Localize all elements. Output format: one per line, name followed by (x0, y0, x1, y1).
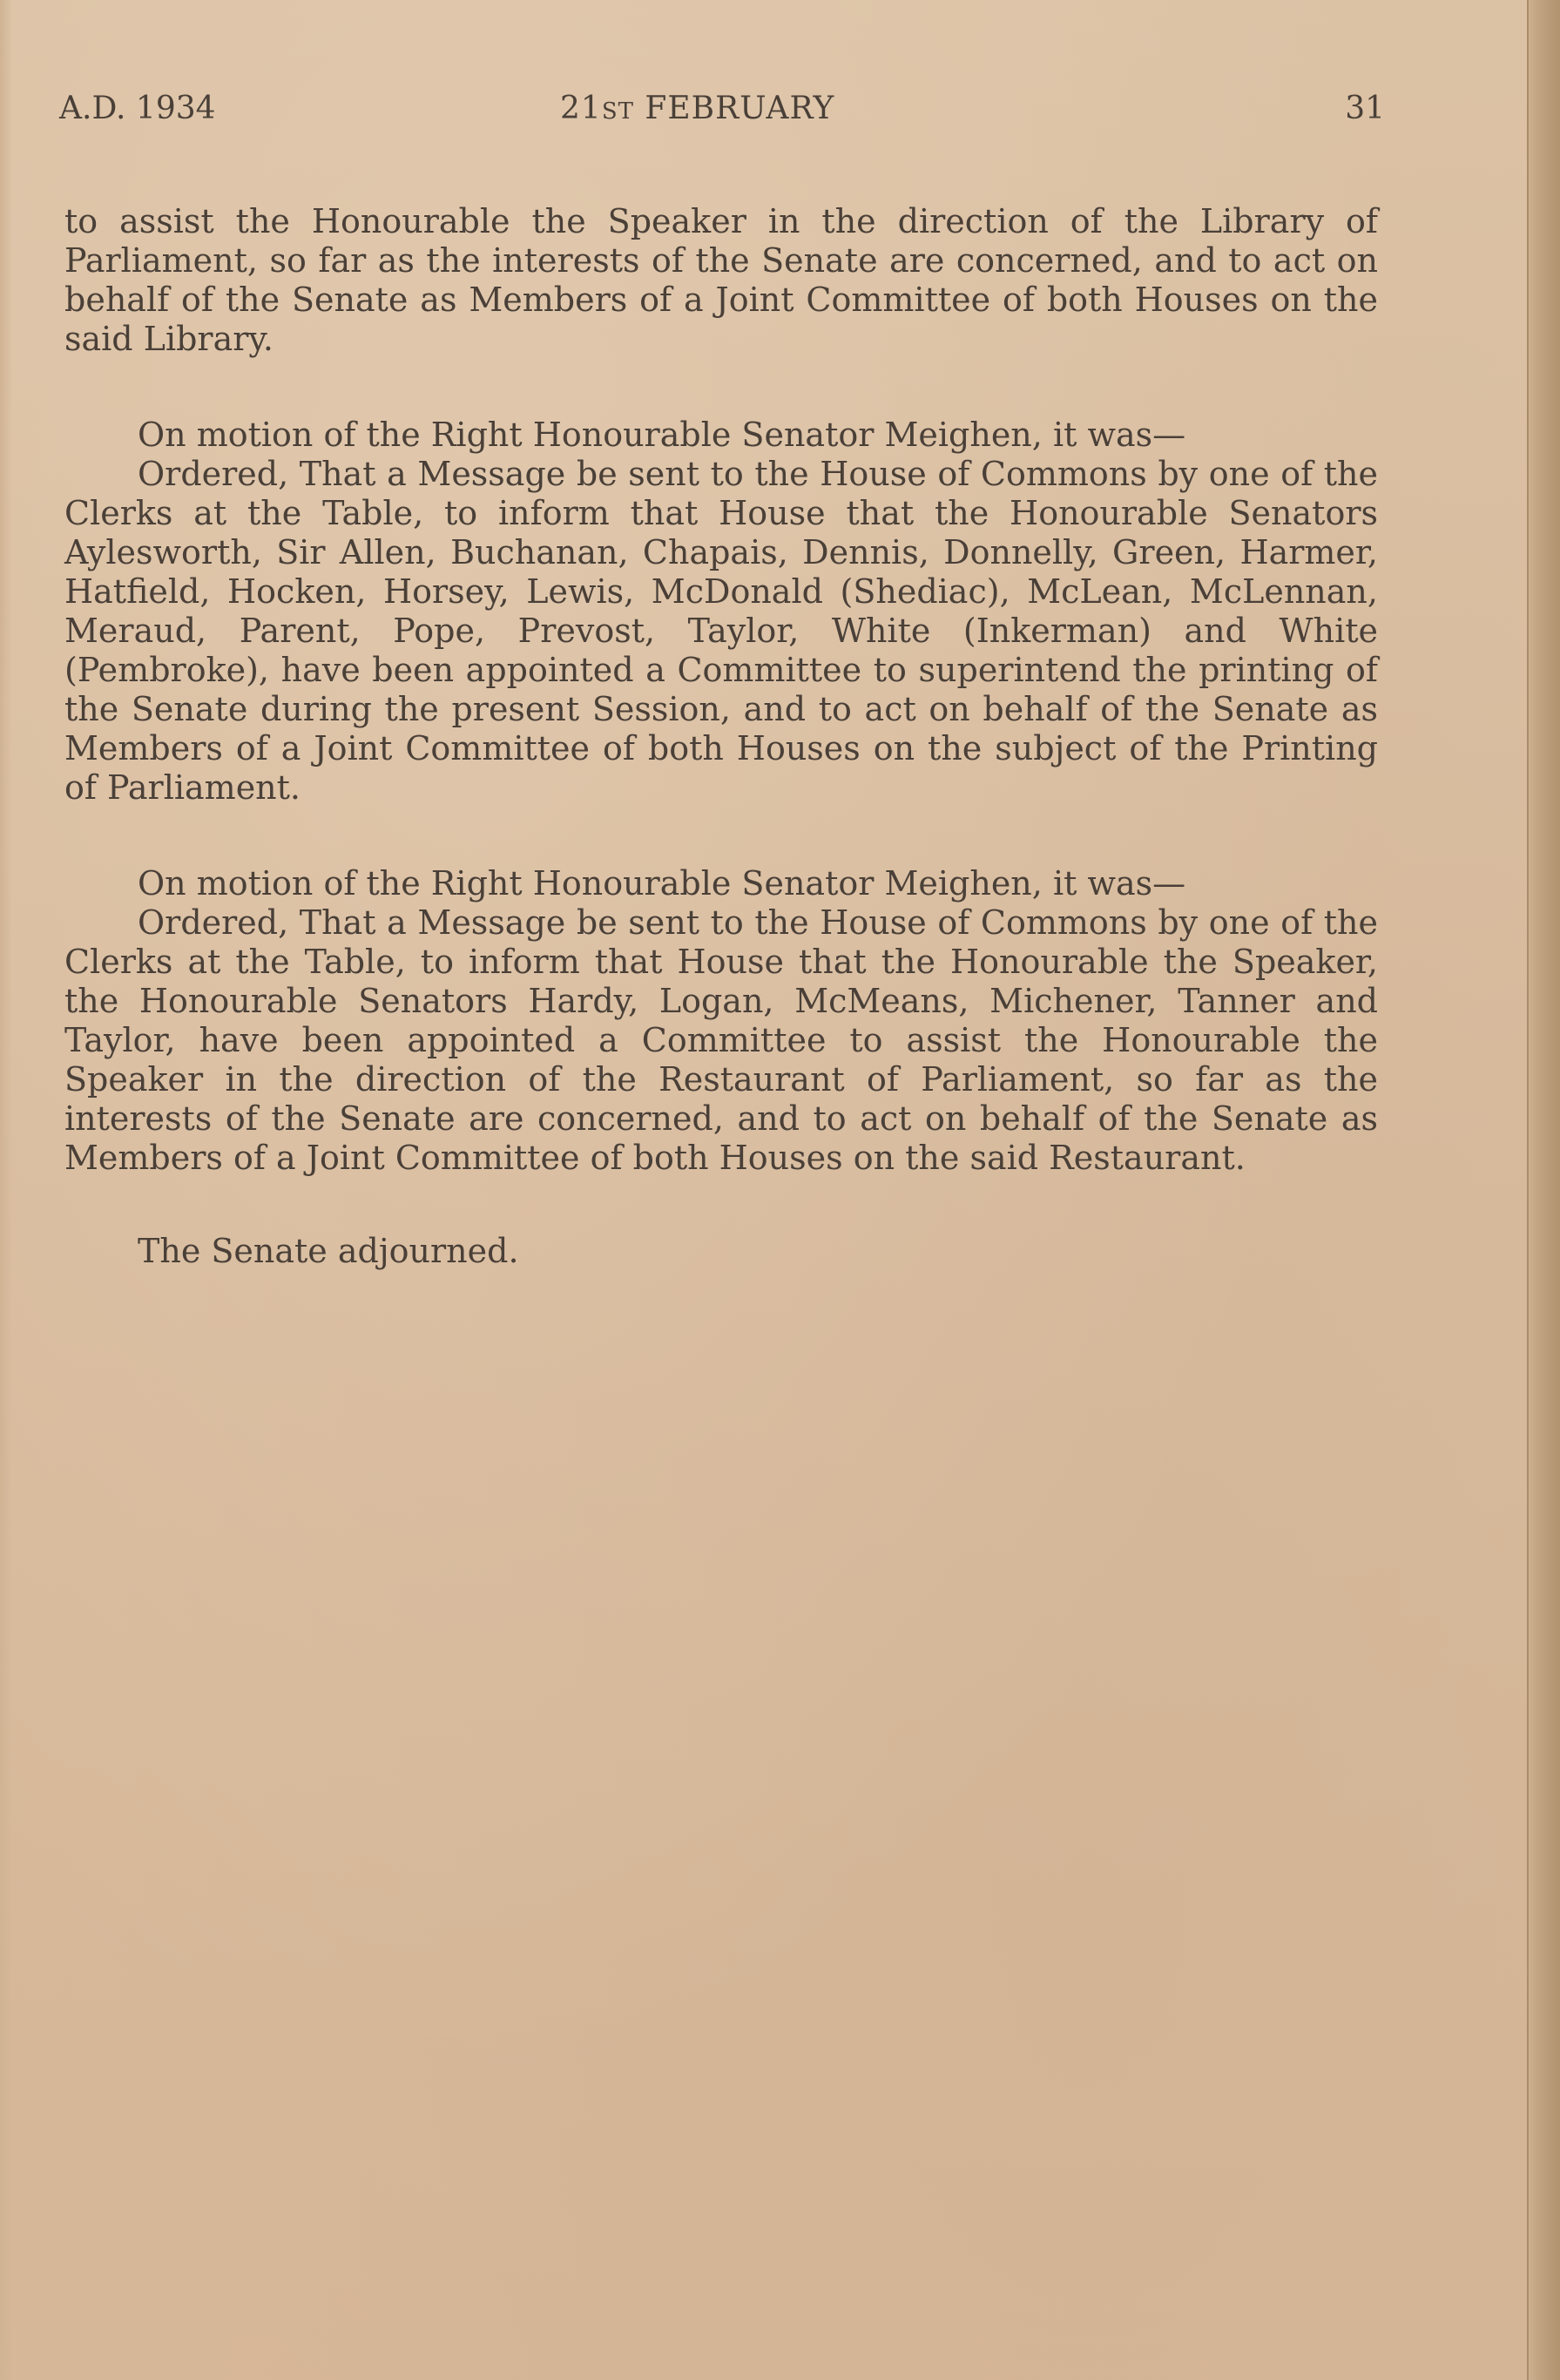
spacer (64, 1178, 1378, 1232)
header-day-suffix: ST (601, 98, 634, 125)
header-date (560, 91, 834, 126)
header-month: FEBRUARY (645, 91, 835, 126)
spacer (64, 359, 1378, 416)
running-header (59, 91, 1385, 134)
journal-text (64, 202, 1378, 1271)
page-left-edge (0, 0, 12, 2380)
spacer (64, 808, 1378, 864)
header-year: A.D. 1934 (59, 91, 216, 126)
order-printing-committee: Ordered, That a Message be sent to the House of Commons by one of the Clerks at the Table, to inform that House that the Honourable Senators Aylesworth, Sir Allen, Buchanan, Chapais, Dennis, Donnelly, Green, Harmer, Hatfield, Hocken, Horsey, Lewis, McDonald (Shediac), McLean, McLennan, Meraud, Parent, Pope, Prevost, Taylor, White (Inkerman) and White (Pembroke), have been appointed a Committee to superintend the printing of the Senate during the present Session, and to act on behalf of the Senate as Members of a Joint Committee of both Houses on the subject of the Printing of Parliament. (64, 455, 1378, 807)
adjournment-line: The Senate adjourned. (138, 1232, 519, 1270)
order-restaurant-committee: Ordered, That a Message be sent to the House of Commons by one of the Clerks at the Table, to inform that House that the Honourable the Speaker, the Honourable Senators Hardy, Logan, McMeans, Michener, Tanner and Taylor, have been appointed a Committee to assist the Honourable the Speaker in the direction of the Restaurant of Parliament, so far as the interests of the Senate are concerned, and to act on behalf of the Senate as Members of a Joint Committee of both Houses on the said Restaurant. (64, 903, 1378, 1177)
page-binding-edge (1527, 0, 1560, 2380)
motion-restaurant: On motion of the Right Honourable Senator Meighen, it was— (138, 864, 1186, 903)
header-day: 21 (560, 91, 602, 126)
page-number: 31 (1345, 91, 1385, 126)
paragraph-library-committee: to assist the Honourable the Speaker in the direction of the Library of Parliament, so far as the interests of the Senate are concerned, and to act on behalf of the Senate as Members of a Joint Committee of both Houses on the said Library. (64, 202, 1378, 358)
motion-printing: On motion of the Right Honourable Senator Meighen, it was— (138, 416, 1186, 454)
